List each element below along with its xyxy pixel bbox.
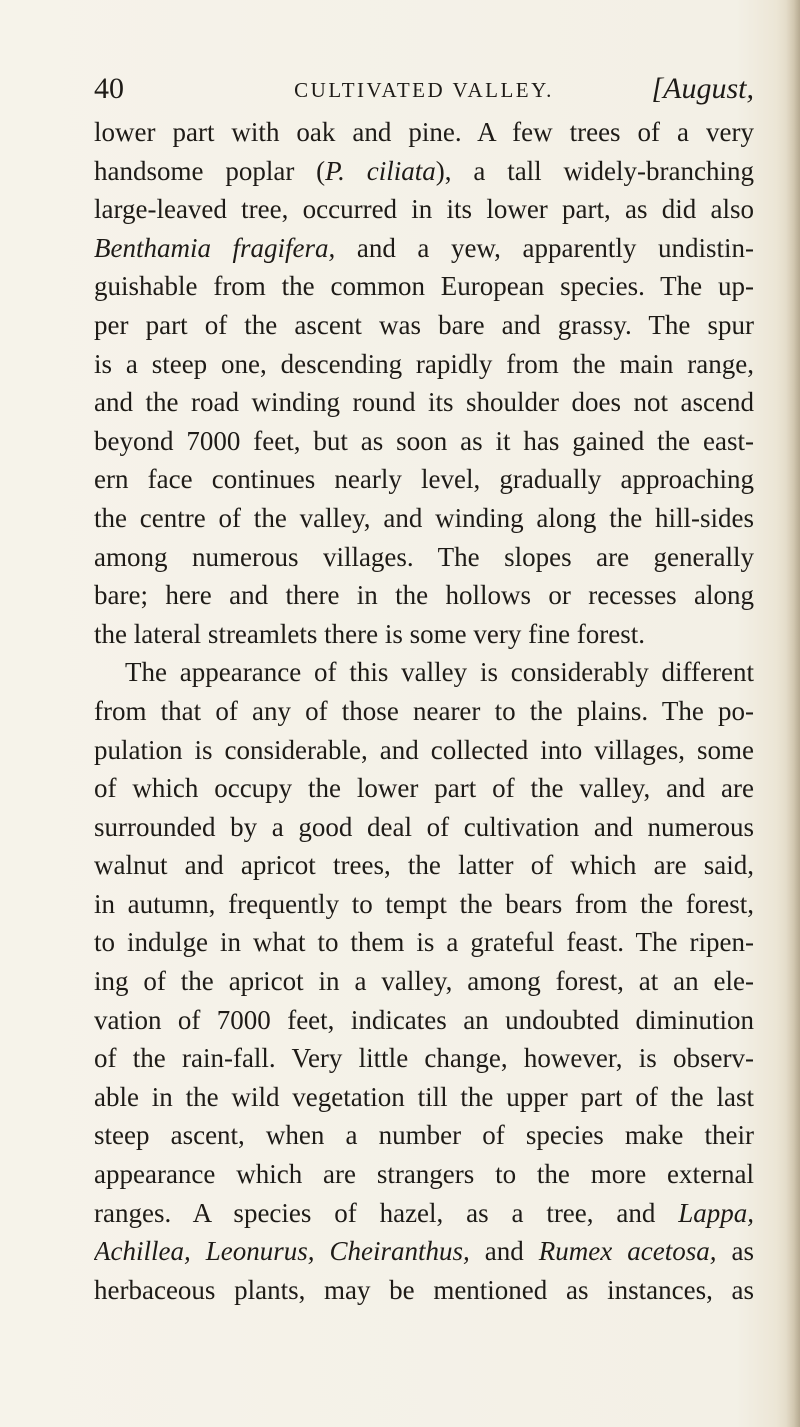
text-line [94,113,754,152]
text-segment: in autumn, frequently to tempt the bears from the forest, [94,888,754,919]
page-edge-shadow [786,0,800,1427]
text-line [94,769,754,808]
italic-text: Achillea, Leonurus, Cheiranthus, [94,1236,470,1267]
text-segment: able in the wild vegetation till the upper part of the last [94,1081,754,1112]
body-text [94,113,754,1309]
text-segment: The appearance of this valley is considerably different [125,657,754,688]
text-line [94,731,754,770]
text-line [94,306,754,345]
text-segment: vation of 7000 feet, indicates an undoubted diminution [94,1004,754,1035]
text-segment: ), a tall widely-branching [435,155,754,186]
text-segment: pulation is considerable, and collected into villages, some [94,734,754,765]
text-line [94,962,754,1001]
text-segment: and a yew, apparently undistin- [335,232,754,263]
text-segment: as [716,1236,754,1267]
text-segment: ern face continues nearly level, gradually approaching [94,464,754,495]
text-segment: from that of any of those nearer to the plains. The po- [94,695,754,726]
text-segment: to indulge in what to them is a grateful feast. The ripen- [94,927,754,958]
text-line [94,422,754,461]
text-segment: handsome poplar ( [94,155,326,186]
text-segment: the centre of the valley, and winding along the hill-sides [94,502,754,533]
text-line [94,808,754,847]
text-line [94,885,754,924]
text-line [94,1116,754,1155]
text-segment: large-leaved tree, occurred in its lower part, as did also [94,194,754,225]
text-segment: walnut and apricot trees, the latter of which are said, [94,850,754,881]
text-line [94,460,754,499]
text-segment: ranges. A species of hazel, as a tree, and [94,1197,679,1228]
running-header [94,72,754,112]
text-line [94,692,754,731]
text-line [94,1039,754,1078]
text-segment: appearance which are strangers to the more external [94,1159,754,1190]
italic-text: Rumex acetosa, [538,1236,717,1267]
text-line [94,1271,754,1310]
text-line [94,1078,754,1117]
text-line [94,923,754,962]
text-line [94,499,754,538]
text-segment: beyond 7000 feet, but as soon as it has gained the east- [94,425,754,456]
text-segment: and [469,1236,539,1267]
text-line [94,1155,754,1194]
text-line [94,152,754,191]
text-line [94,383,754,422]
text-line [94,615,754,654]
text-line [94,1194,754,1233]
italic-text: Lappa, [678,1197,754,1228]
text-line [94,190,754,229]
text-segment: bare; here and there in the hollows or recesses along [94,580,754,611]
page-number: 40 [94,72,124,105]
text-segment: the lateral streamlets there is some very fine forest. [94,618,646,649]
text-segment: steep ascent, when a number of species make their [94,1120,754,1151]
text-segment: guishable from the common European species. The up- [94,271,754,302]
text-line [94,1232,754,1271]
italic-text: Benthamia fragifera, [94,232,336,263]
text-line [94,229,754,268]
text-segment: of the rain-fall. Very little change, however, is observ- [94,1043,754,1074]
text-line [94,538,754,577]
text-segment: lower part with oak and pine. A few trees of a very [94,117,754,147]
text-segment: is a steep one, descending rapidly from the main range, [94,348,754,379]
text-segment: surrounded by a good deal of cultivation and numerous [94,811,754,842]
text-segment: among numerous villages. The slopes are generally [94,541,754,572]
running-title: CULTIVATED VALLEY. [294,78,554,102]
text-segment: and the road winding round its shoulder does not ascend [94,387,754,418]
text-segment: of which occupy the lower part of the valley, and are [94,773,754,804]
text-segment: herbaceous plants, may be mentioned as instances, as [94,1274,754,1305]
running-month: [August, [651,72,754,105]
text-line [94,576,754,615]
text-line [94,267,754,306]
text-line [94,1001,754,1040]
text-line [94,846,754,885]
text-segment: ing of the apricot in a valley, among forest, at an ele- [94,966,754,997]
text-segment: per part of the ascent was bare and grassy. The spur [94,309,754,340]
text-line [94,653,754,692]
italic-text: P. ciliata [325,155,436,186]
text-line [94,345,754,384]
